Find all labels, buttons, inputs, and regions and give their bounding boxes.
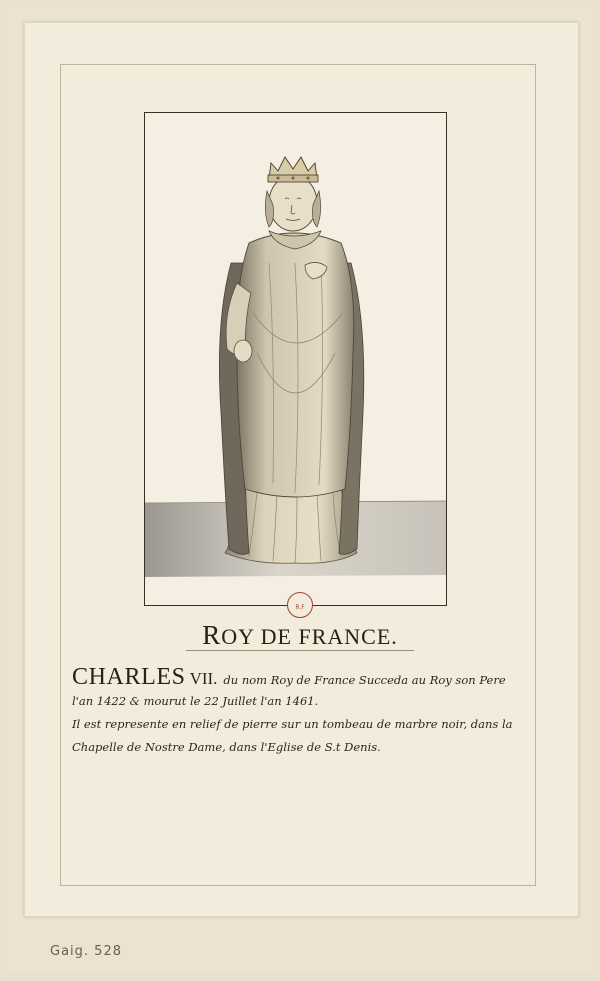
title-rest: OY DE FRANCE. [221,624,398,649]
caption-line-2: l'an 1422 & mourut le 22 Juillet l'an 1461. [72,694,319,708]
title-rule [186,650,414,651]
king-name: CHARLES [72,664,186,690]
title-initial: R [202,620,222,650]
library-stamp [287,592,313,618]
regnal-number: VII. [189,669,218,688]
caption-block [72,664,542,763]
caption-line-4: Chapelle de Nostre Dame, dans l'Eglise de S.t Denis. [72,740,381,754]
king-figure-drawing [145,113,446,605]
plate-title [150,620,450,651]
stamp-label: R.F [295,604,305,611]
shelfmark: Gaig. 528 [50,944,122,959]
caption-line-1-text: du nom Roy de France Succeda au Roy son Pere [223,673,506,687]
portrait-frame [144,112,447,606]
caption-line-3: Il est represente en relief de pierre sur un tombeau de marbre noir, dans la [72,717,513,731]
caption-line-1 [72,664,542,694]
